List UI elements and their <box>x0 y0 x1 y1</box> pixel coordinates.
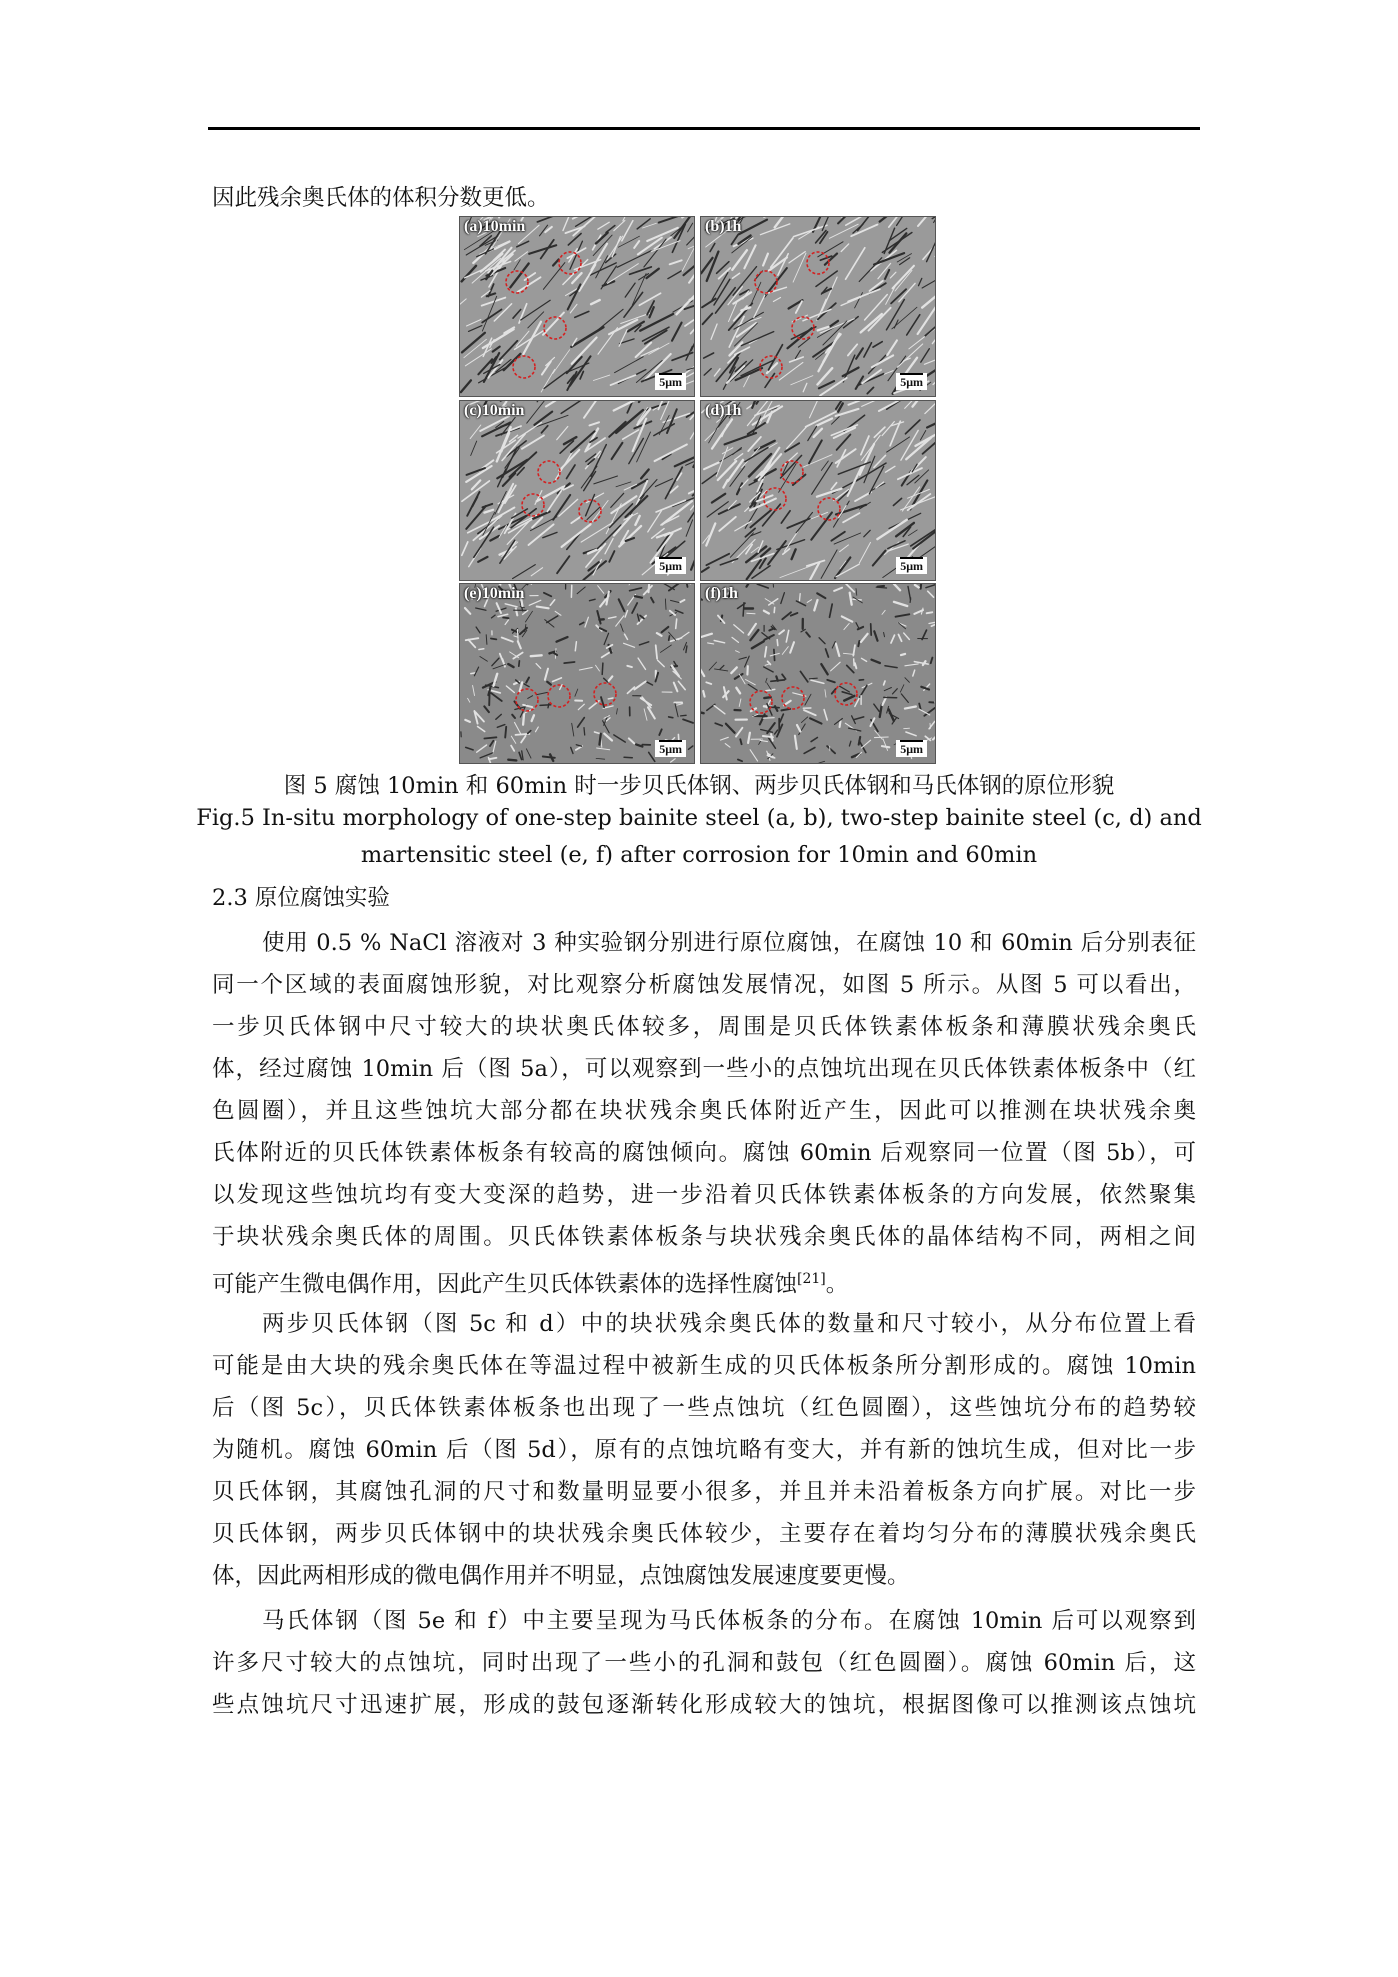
paragraph-2-line: 可能是由大块的残余奥氏体在等温过程中被新生成的贝氏体板条所分割形成的。腐蚀 10min <box>212 1353 1196 1379</box>
figure-5 <box>459 216 936 764</box>
paragraph-1-line: 于块状残余奥氏体的周围。贝氏体铁素体板条与块状残余奥氏体的晶体结构不同，两相之间 <box>212 1224 1196 1250</box>
panel-label: (b)1h <box>705 218 742 235</box>
panel-a <box>459 216 695 397</box>
paragraph-1-end: 。 <box>825 1271 849 1298</box>
panel-label: (d)1h <box>705 402 742 419</box>
panel-label: (e)10min <box>464 585 525 602</box>
panel-c <box>459 400 695 581</box>
scale-bar: 5μm <box>896 373 927 390</box>
paragraph-3-line: 许多尺寸较大的点蚀坑，同时出现了一些小的孔洞和鼓包（红色圆圈）。腐蚀 60min 后，这 <box>212 1650 1196 1676</box>
panel-d <box>700 400 936 581</box>
paragraph-1-line: 氏体附近的贝氏体铁素体板条有较高的腐蚀倾向。腐蚀 60min 后观察同一位置（图 5b），可 <box>212 1140 1196 1166</box>
paragraph-2-line: 为随机。腐蚀 60min 后（图 5d），原有的点蚀坑略有变大，并有新的蚀坑生成，但对比一步 <box>212 1437 1196 1463</box>
paragraph-2-line: 体，因此两相形成的微电偶作用并不明显，点蚀腐蚀发展速度要更慢。 <box>212 1563 910 1589</box>
panel-label: (a)10min <box>464 218 526 235</box>
paragraph-2-line: 后（图 5c），贝氏体铁素体板条也出现了一些点蚀坑（红色圆圈），这些蚀坑分布的趋势较 <box>212 1395 1196 1421</box>
paragraph-1-line: 使用 0.5 % NaCl 溶液对 3 种实验钢分别进行原位腐蚀，在腐蚀 10 和 60min 后分别表征 <box>262 930 1196 956</box>
scale-bar: 5μm <box>655 557 686 574</box>
figure-caption-cn: 图 5 腐蚀 10min 和 60min 时一步贝氏体钢、两步贝氏体钢和马氏体钢的原位形貌 <box>283 773 1115 799</box>
top-text: 因此残余奥氏体的体积分数更低。 <box>212 185 550 211</box>
paragraph-3-line: 些点蚀坑尺寸迅速扩展，形成的鼓包逐渐转化形成较大的蚀坑，根据图像可以推测该点蚀坑 <box>212 1692 1196 1718</box>
paragraph-2-line: 两步贝氏体钢（图 5c 和 d）中的块状残余奥氏体的数量和尺寸较小，从分布位置上看 <box>262 1311 1196 1337</box>
panel-b <box>700 216 936 397</box>
scale-bar: 5μm <box>655 373 686 390</box>
scale-bar: 5μm <box>896 557 927 574</box>
scale-bar: 5μm <box>655 740 686 757</box>
paragraph-2-line: 贝氏体钢，两步贝氏体钢中的块状残余奥氏体较少，主要存在着均匀分布的薄膜状残余奥氏 <box>212 1521 1196 1547</box>
paragraph-1-line: 同一个区域的表面腐蚀形貌，对比观察分析腐蚀发展情况，如图 5 所示。从图 5 可以看出， <box>212 972 1196 998</box>
paragraph-3-line: 马氏体钢（图 5e 和 f）中主要呈现为马氏体板条的分布。在腐蚀 10min 后可以观察到 <box>262 1608 1196 1634</box>
figure-caption-en-2: martensitic steel (e, f) after corrosion for 10min and 60min <box>360 842 1038 868</box>
citation-ref: [21] <box>797 1271 826 1287</box>
header-rule <box>208 127 1200 130</box>
panel-label: (f)1h <box>705 585 738 602</box>
paragraph-2-line: 贝氏体钢，其腐蚀孔洞的尺寸和数量明显要小很多，并且并未沿着板条方向扩展。对比一步 <box>212 1479 1196 1505</box>
paragraph-1-line: 可能产生微电偶作用，因此产生贝氏体铁素体的选择性腐蚀 <box>212 1271 798 1298</box>
panel-f <box>700 583 936 764</box>
scale-bar: 5μm <box>896 740 927 757</box>
panel-e <box>459 583 695 764</box>
figure-caption-en-1: Fig.5 In-situ morphology of one-step bainite steel (a, b), two-step bainite steel (c, d) and <box>196 805 1202 831</box>
panel-label: (c)10min <box>464 402 525 419</box>
paragraph-1-line: 一步贝氏体钢中尺寸较大的块状奥氏体较多，周围是贝氏体铁素体板条和薄膜状残余奥氏 <box>212 1014 1196 1040</box>
section-heading: 2.3 原位腐蚀实验 <box>212 885 390 911</box>
paragraph-1-line: 色圆圈），并且这些蚀坑大部分都在块状残余奥氏体附近产生，因此可以推测在块状残余奥 <box>212 1098 1196 1124</box>
paragraph-1-line: 以发现这些蚀坑均有变大变深的趋势，进一步沿着贝氏体铁素体板条的方向发展，依然聚集 <box>212 1182 1196 1208</box>
paragraph-1-line: 体，经过腐蚀 10min 后（图 5a），可以观察到一些小的点蚀坑出现在贝氏体铁素体板条中（红 <box>212 1056 1196 1082</box>
paragraph-1-last-line <box>212 1258 1196 1306</box>
